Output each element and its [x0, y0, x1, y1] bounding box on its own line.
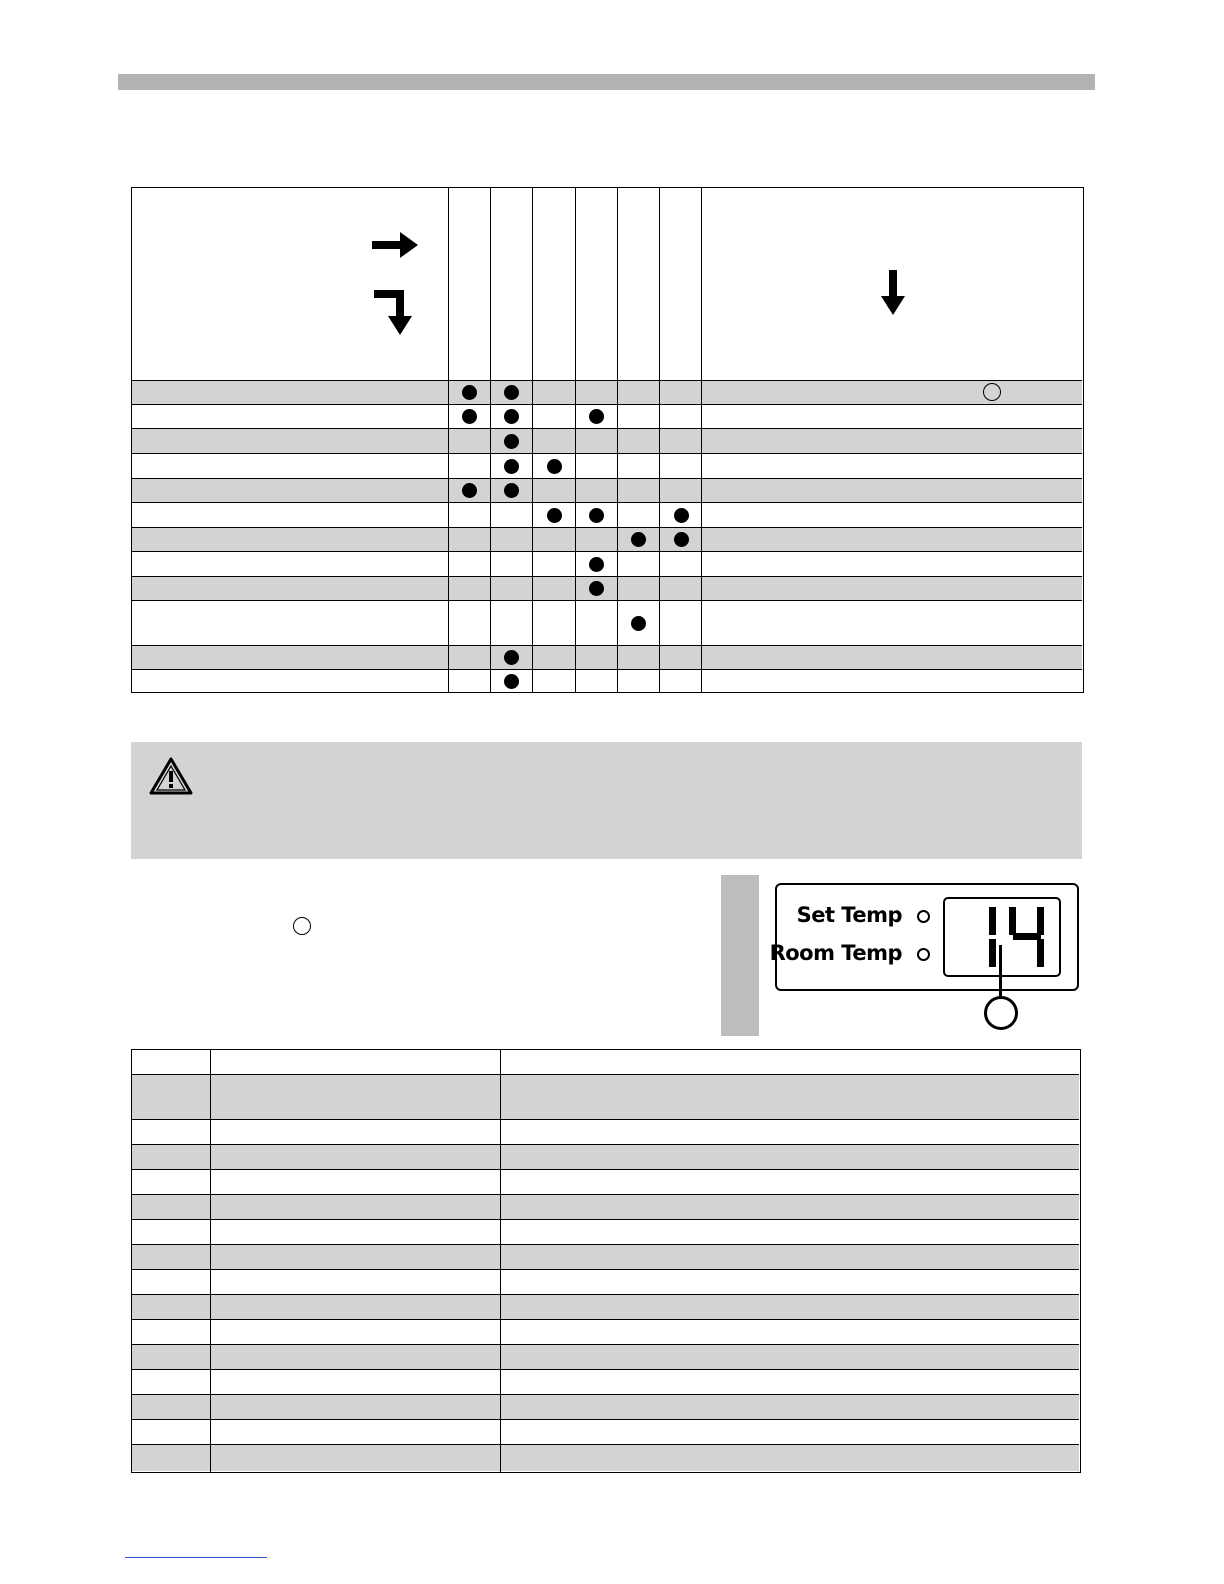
troubleshooting-col-divider — [701, 188, 702, 692]
lcd-digit-4-lower-right — [1037, 939, 1044, 967]
troubleshooting-row — [132, 478, 1082, 502]
troubleshooting-row — [132, 576, 1082, 600]
cause-mark-dot — [674, 532, 689, 547]
error-table-row — [132, 1269, 1079, 1294]
cause-mark-dot — [504, 459, 519, 474]
cause-mark-dot — [589, 508, 604, 523]
cause-mark-dot — [589, 581, 604, 596]
troubleshooting-col-divider — [532, 188, 533, 692]
troubleshooting-row — [132, 380, 1082, 404]
cause-mark-dot — [462, 409, 477, 424]
arrow-turn-down-icon — [374, 290, 416, 336]
error-table-row — [132, 1219, 1079, 1244]
error-table-row — [132, 1144, 1079, 1169]
cause-mark-dot — [631, 616, 646, 631]
troubleshooting-row — [132, 502, 1082, 527]
error-table-row — [132, 1294, 1079, 1319]
troubleshooting-row — [132, 600, 1082, 645]
error-table-row — [132, 1074, 1079, 1119]
error-table-row — [132, 1119, 1079, 1144]
troubleshooting-col-divider — [490, 188, 491, 692]
troubleshooting-col-divider — [448, 188, 449, 692]
cause-mark-dot — [504, 650, 519, 665]
reference-ring — [293, 917, 311, 935]
cause-mark-dot — [547, 508, 562, 523]
error-table-row — [132, 1419, 1079, 1444]
error-code-table — [131, 1049, 1081, 1473]
troubleshooting-row — [132, 453, 1082, 478]
cause-mark-dot — [589, 557, 604, 572]
troubleshooting-col-divider — [575, 188, 576, 692]
troubleshooting-row — [132, 527, 1082, 551]
display-panel — [769, 883, 1079, 991]
troubleshooting-col-divider — [617, 188, 618, 692]
lcd-digit-4-upper-left — [1009, 907, 1016, 935]
cause-mark-dot — [462, 483, 477, 498]
cause-mark-dot — [589, 409, 604, 424]
lcd-digit-1-lower — [989, 939, 996, 967]
troubleshooting-row — [132, 428, 1082, 453]
section-side-strip — [721, 875, 759, 1036]
set-temp-label: Set Temp — [796, 903, 902, 927]
cause-mark-dot — [631, 532, 646, 547]
error-table-row — [132, 1344, 1079, 1369]
remark-ring — [983, 383, 1001, 401]
troubleshooting-row — [132, 404, 1082, 428]
troubleshooting-row — [132, 551, 1082, 576]
troubleshooting-col-divider — [659, 188, 660, 692]
header-bar — [118, 74, 1095, 90]
cause-mark-dot — [462, 385, 477, 400]
room-temp-label: Room Temp — [769, 941, 902, 965]
error-table-col-divider — [500, 1050, 501, 1472]
lcd-callout-ring — [984, 996, 1018, 1030]
error-table-col-divider — [210, 1050, 211, 1472]
troubleshooting-table — [131, 187, 1084, 693]
error-table-row — [132, 1444, 1079, 1471]
error-table-row — [132, 1244, 1079, 1269]
lcd-display — [943, 897, 1061, 977]
cause-mark-dot — [547, 459, 562, 474]
error-table-row — [132, 1169, 1079, 1194]
warning-triangle-icon — [148, 756, 194, 796]
footer-link[interactable] — [125, 1557, 267, 1558]
cause-mark-dot — [504, 434, 519, 449]
room-temp-led — [917, 948, 930, 961]
cause-mark-dot — [504, 385, 519, 400]
error-table-row — [132, 1194, 1079, 1219]
arrow-down-icon — [881, 270, 905, 316]
error-table-row — [132, 1369, 1079, 1394]
cause-mark-dot — [674, 508, 689, 523]
warning-panel — [131, 742, 1082, 859]
troubleshooting-row — [132, 645, 1082, 669]
cause-mark-dot — [504, 409, 519, 424]
error-table-row — [132, 1319, 1079, 1344]
troubleshooting-row — [132, 669, 1082, 693]
cause-mark-dot — [504, 483, 519, 498]
arrow-right-icon — [372, 232, 420, 258]
lcd-digit-1-upper — [989, 907, 996, 935]
cause-mark-dot — [504, 674, 519, 689]
lcd-digit-4-upper-right — [1037, 907, 1044, 935]
set-temp-led — [917, 910, 930, 923]
error-table-row — [132, 1394, 1079, 1419]
